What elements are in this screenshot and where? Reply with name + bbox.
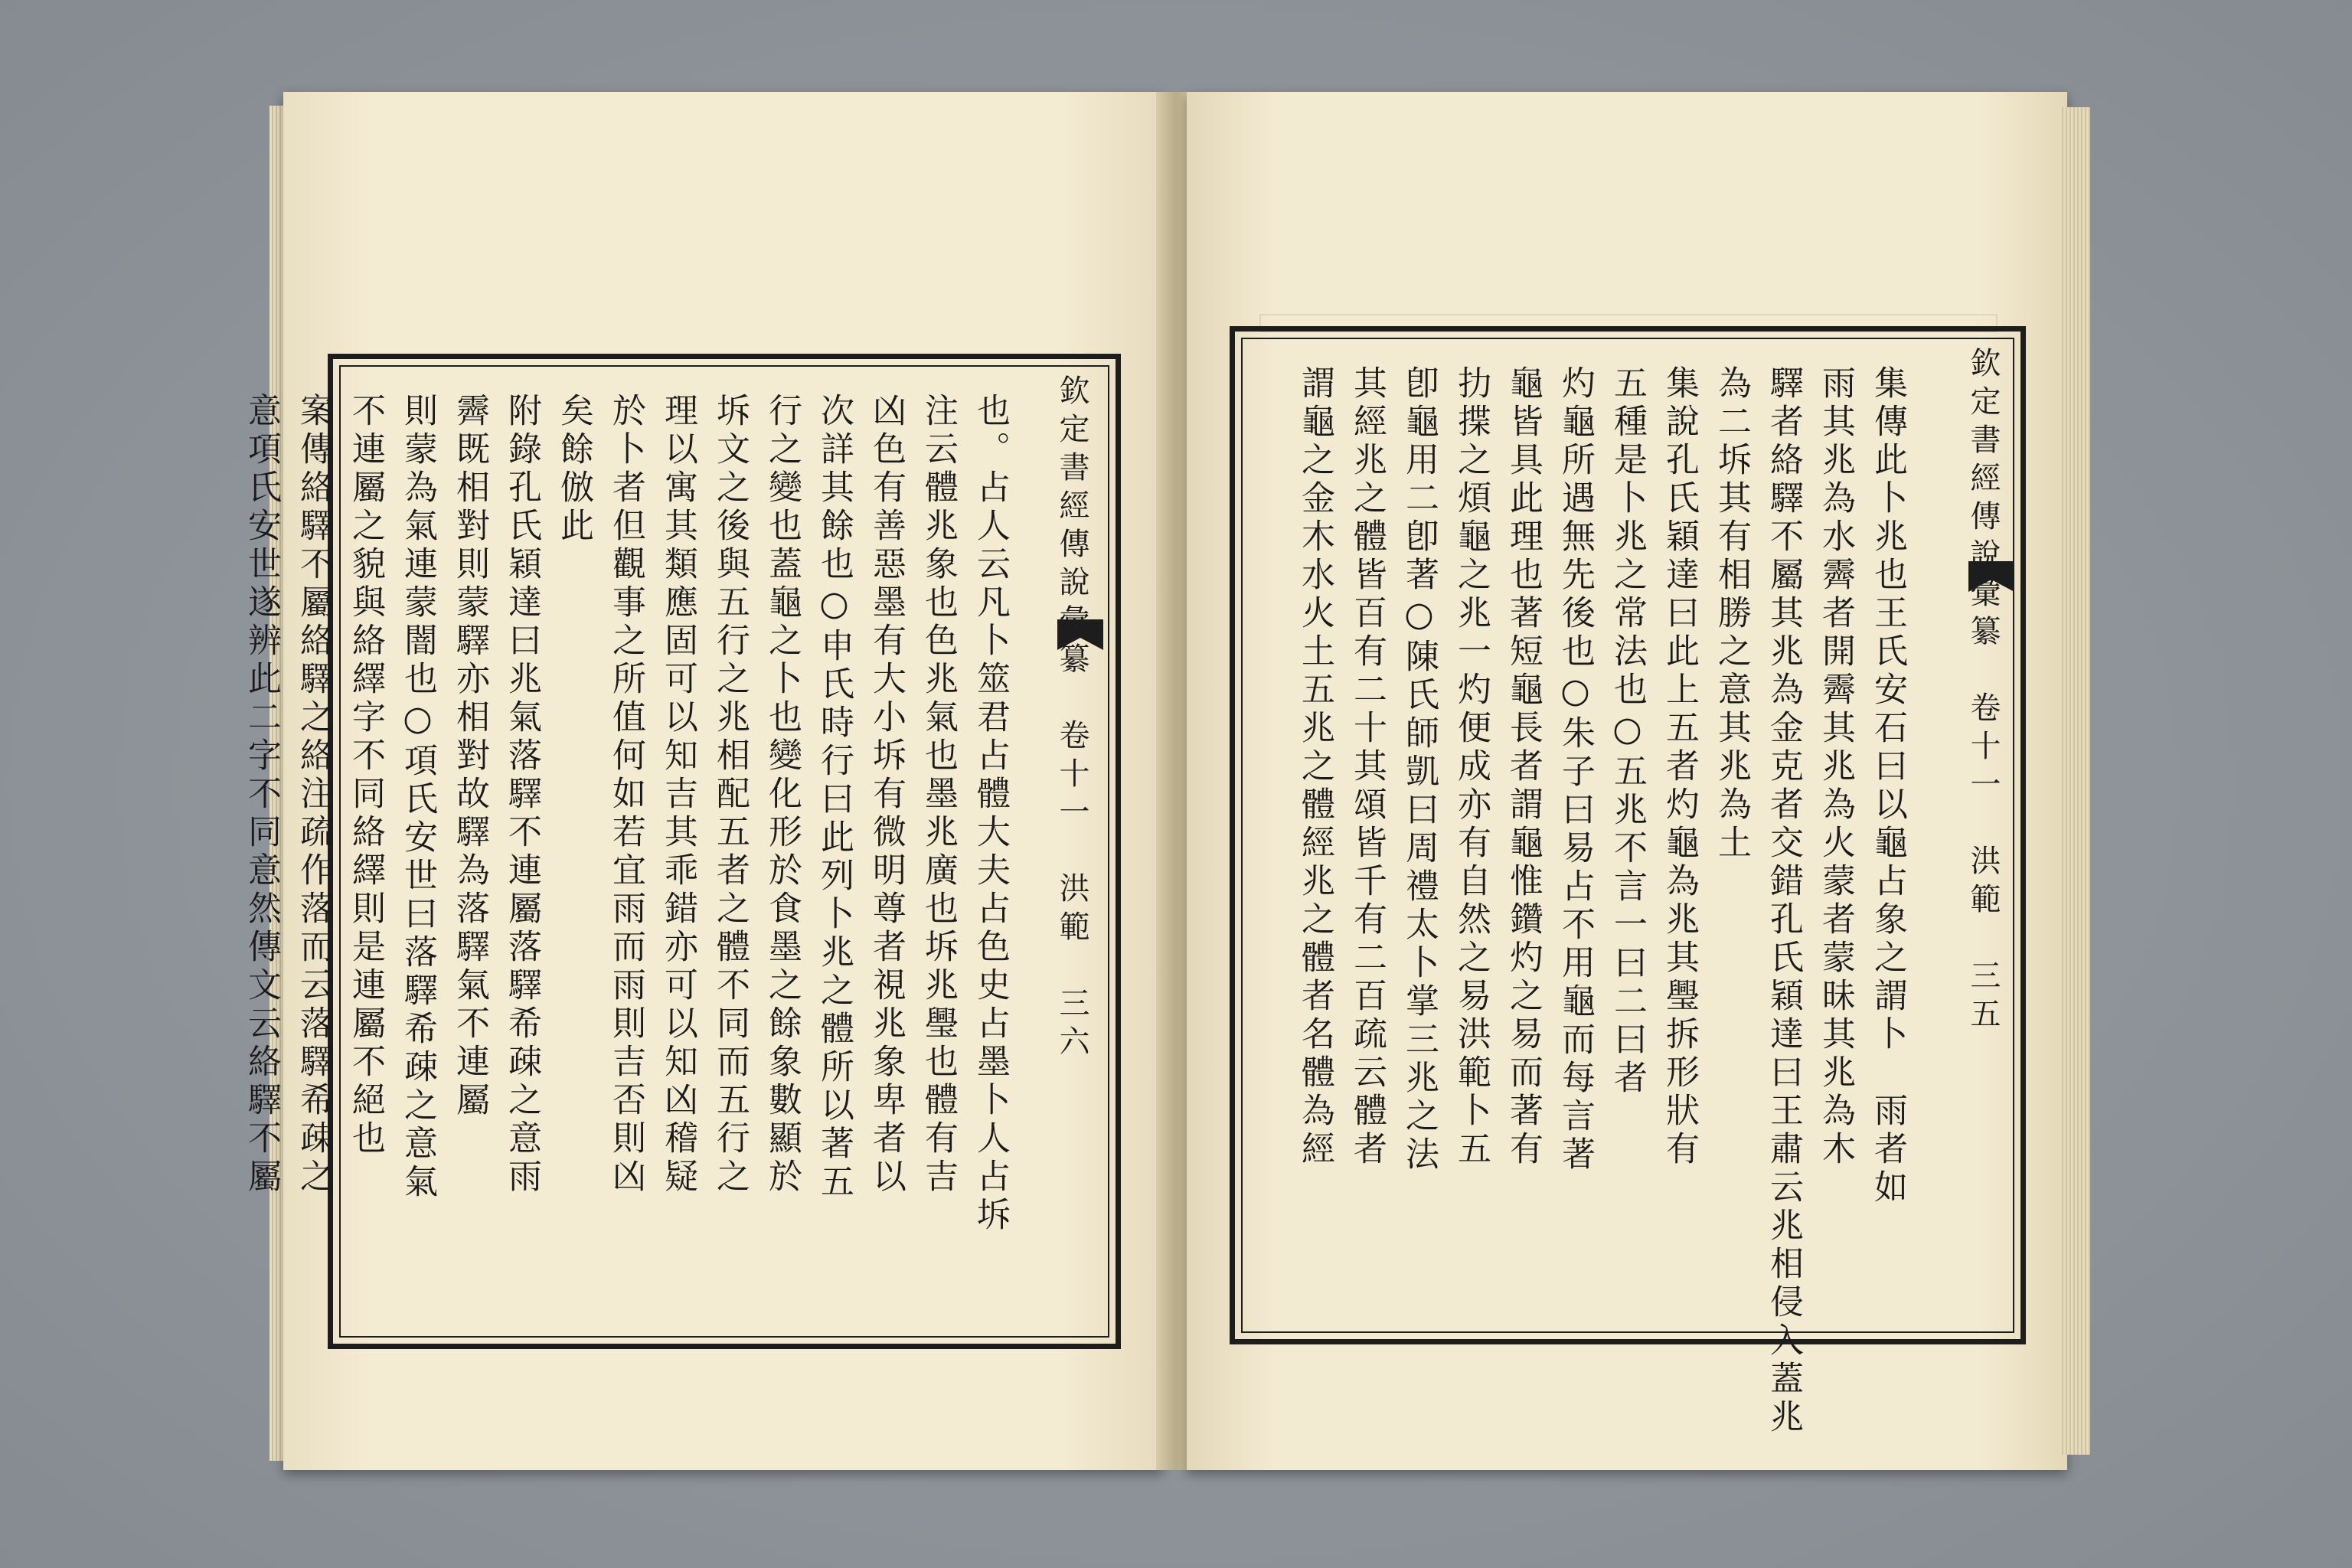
left-line: 則蒙為氣連蒙闇也○項氏安世曰落驛希疎之意氣 <box>398 393 437 1202</box>
left-line: 霽既相對則蒙驛亦相對故驛為落驛氣不連屬 <box>450 393 489 1120</box>
left-line: 坼文之後與五行之兆相配五者之體不同而五行之 <box>710 393 750 1197</box>
right-line: 謂龜之金木水火土五兆之體經兆之體者名體為經 <box>1295 365 1334 1169</box>
right-page-edges <box>2060 107 2090 1455</box>
right-line: 驛者絡驛不屬其兆為金克者交錯孔氏穎達曰王肅云兆相侵入蓋兆 <box>1764 365 1803 1437</box>
left-line: 也。占人云凡卜筮君占體大夫占色史占墨卜人占坼 <box>971 393 1010 1235</box>
right-line: 為二坼其有相勝之意其兆為土 <box>1712 365 1751 863</box>
left-line: 理以寓其類應固可以知吉其乖錯亦可以知凶稽疑 <box>658 393 697 1197</box>
left-line: 行之變也蓋龜之卜也變化形於食墨之餘象數顯於 <box>763 393 802 1197</box>
left-page <box>242 92 1164 1470</box>
right-text-frame <box>1230 326 2026 1437</box>
left-line: 意項氏安世遂辨此二字不同意然傳文云絡驛不屬 <box>242 393 281 1197</box>
right-line: 灼龜所遇無先後也○朱子曰易占不用龜而每言著 <box>1556 365 1595 1174</box>
left-line: 注云體兆象也色兆氣也墨兆廣也坼兆璺也體有吉 <box>919 393 958 1197</box>
left-line: 矣餘倣此 <box>554 393 593 546</box>
right-fishtail-mark <box>1968 561 2014 592</box>
left-fishtail-mark <box>1057 619 1103 650</box>
right-line: 五種是卜兆之常法也○五兆不言一曰二曰者 <box>1608 365 1647 1098</box>
right-line: 卽龜用二卽著○陳氏師凱曰周禮太卜掌三兆之法 <box>1400 365 1439 1174</box>
right-page-text <box>1289 365 1913 1437</box>
right-line: 其經兆之體皆百有二十其頌皆千有二百疏云體者 <box>1348 365 1387 1169</box>
right-line: 集說孔氏穎達曰此上五者灼龜為兆其璺拆形狀有 <box>1660 365 1699 1169</box>
right-line: 集傳此卜兆也王氏安石曰以龜占象之謂卜 雨者如 <box>1868 365 1907 1207</box>
left-line: 次詳其餘也○申氏時行曰此列卜兆之體所以著五 <box>815 393 854 1202</box>
right-line: 雨其兆為水霽者開霽其兆為火蒙者蒙昧其兆為木 <box>1816 365 1855 1169</box>
right-page-margin-title: 欽定書經傳說彙纂 卷十一 洪範 三五 <box>1965 347 2001 1036</box>
left-line: 凶色有善惡墨有大小坼有微明尊者視兆象卑者以 <box>867 393 906 1197</box>
right-line: 龜皆具此理也著短龜長者謂龜惟鑽灼之易而著有 <box>1504 365 1543 1169</box>
left-page-margin-title: 欽定書經傳說彙纂 卷十一 洪範 三六 <box>1054 374 1089 1063</box>
left-text-frame <box>242 354 1121 1349</box>
right-line: 扐揲之煩龜之兆一灼便成亦有自然之易洪範卜五 <box>1452 365 1491 1169</box>
left-line: 附錄孔氏穎達曰兆氣落驛不連屬落驛希疎之意雨 <box>502 393 541 1197</box>
open-book <box>242 92 2090 1485</box>
left-page-text <box>235 393 1016 1327</box>
left-line: 不連屬之貌與絡繹字不同絡繹則是連屬不絕也 <box>346 393 385 1158</box>
left-line: 案傳絡驛不屬絡驛之絡注疏作落而云落驛希疎之 <box>294 393 333 1197</box>
right-page <box>1187 92 2067 1470</box>
left-line: 於卜者但觀事之所值何如若宜雨而雨則吉否則凶 <box>606 393 645 1197</box>
